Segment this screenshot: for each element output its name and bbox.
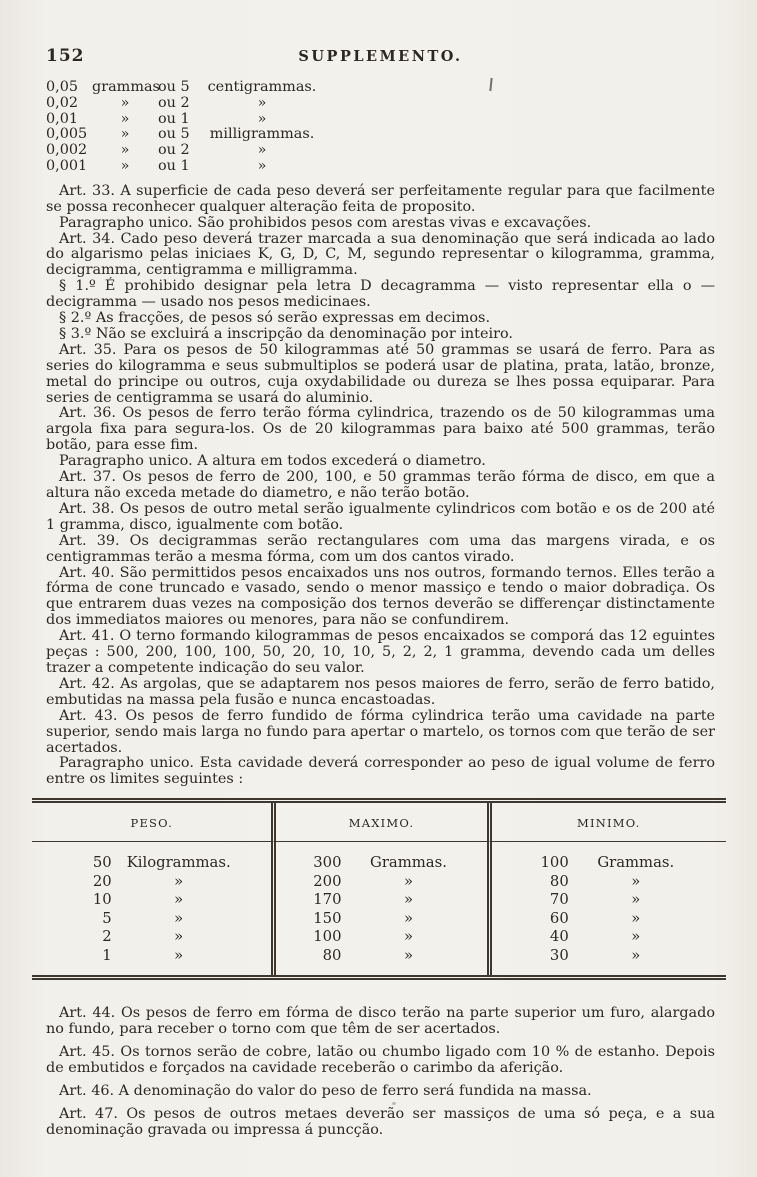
table-row [32, 891, 726, 910]
table-cell [487, 873, 726, 892]
table-cell [32, 910, 271, 929]
article-paragraph: Paragrapho unico. A altura em todos excederá o diametro. [59, 453, 486, 470]
cell-unit: » [403, 909, 414, 927]
cell-unit: » [174, 891, 184, 909]
gram-value: 0,002 [46, 142, 88, 159]
equivalence-connector: ou 1 [158, 157, 190, 174]
cell-unit: » [174, 928, 184, 946]
article-paragraph: Art. 37. Os pesos de ferro de 200, 100, e 50 grammas terão fórma de disco, em que a altura não exceda metade do diametro, e não terão botão. [46, 469, 715, 501]
article-paragraph: Art. 40. São permittidos pesos encaixados uns nos outros, formando ternos. Elles terão a fórma de cone truncado e vasado, sendo o menor massiço e tendo o maior dobradiça. Os que entrarem duas vezes na composição dos ternos deverão se differençar distinctamente dos immediatos maiores ou menores, para não se confundirem. [46, 564, 715, 629]
table-cell [32, 947, 271, 976]
gram-unit: » [120, 126, 130, 143]
table-cell [487, 891, 726, 910]
table-cell [487, 842, 726, 873]
equivalence-row [46, 127, 715, 143]
table-cell [271, 947, 486, 976]
cell-number: 80 [549, 872, 569, 890]
cell-unit: Kilogrammas. [126, 854, 231, 872]
article-paragraph: Art. 43. Os pesos de ferro fundido de fórma cylindrica terão uma cavidade na parte superior, sendo mais larga no fundo para apertar o martelo, os tornos com que terão de ser acertados. [46, 707, 715, 756]
gram-unit: » [120, 157, 130, 174]
cell-number: 30 [549, 946, 569, 964]
equivalence-row [46, 96, 715, 112]
equivalence-row [46, 159, 715, 175]
article-paragraph: Art. 41. O terno formando kilogrammas de pesos encaixados se comporá das 12 eguintes peças : 500, 200, 100, 100, 50, 20, 10, 10, 5, 2, 2, 1 gramma, devendo cada um delles trazer a competente indicação do seu valor. [46, 628, 715, 676]
equivalence-row [46, 143, 715, 159]
page-header [46, 46, 715, 68]
articles-before-table [46, 184, 715, 788]
cell-unit: » [631, 928, 641, 946]
equivalence-connector: ou 2 [158, 142, 190, 159]
table-cell [487, 928, 726, 947]
gram-unit: grammas [92, 79, 160, 95]
article-paragraph: Art. 39. Os decigrammas serão rectangulares com uma das margens virada, e os centigrammas terão a mesma fórma, com um dos cantos virado. [46, 532, 715, 565]
equivalent-unit: milligrammas. [209, 126, 315, 143]
cell-unit: » [403, 891, 414, 909]
equivalent-unit: » [257, 157, 267, 174]
table-row [32, 947, 726, 976]
article-paragraph: § 2.º As fracções, de pesos só serão expressas em decimos. [59, 310, 491, 327]
gram-value: 0,02 [46, 94, 79, 111]
article-paragraph: Art. 42. As argolas, que se adaptarem nos pesos maiores de ferro, serão de ferro batido, embutidas na massa pela fusão e nunca encastoadas. [46, 675, 715, 708]
cell-unit: » [631, 891, 641, 909]
equivalence-connector: ou 2 [158, 94, 190, 111]
equivalence-connector: ou 1 [158, 110, 190, 127]
cell-unit: » [631, 946, 641, 964]
cell-number: 100 [313, 928, 342, 946]
article-paragraph: Art. 33. A superficie de cada peso deverá ser perfeitamente regular para que facilmente se possa reconhecer qualquer alteração feita de proposito. [46, 182, 715, 215]
weights-tolerance-table [32, 798, 726, 980]
table-cell [32, 928, 271, 947]
gram-unit: » [120, 142, 130, 159]
cell-number: 300 [313, 854, 342, 872]
article-paragraph: § 3.º Não se excluirá a inscripção da denominação por inteiro. [59, 325, 513, 342]
page-title: SUPPLEMENTO. [298, 48, 463, 65]
gram-value: 0,05 [46, 79, 79, 95]
cell-number: 170 [313, 891, 342, 909]
cell-number: 70 [549, 891, 569, 909]
gram-unit: » [120, 94, 130, 111]
weight-equivalents-list [46, 80, 715, 175]
article-paragraph: Art. 44. Os pesos de ferro em fórma de disco terão na parte superior um furo, alargado no fundo, para receber o torno com que têm de ser acertados. [46, 1005, 715, 1038]
equivalent-unit: » [257, 110, 267, 127]
gram-value: 0,001 [46, 157, 88, 174]
cell-number: 50 [92, 854, 112, 872]
equivalent-unit: centigrammas. [207, 79, 317, 95]
articles-after-table [46, 1006, 715, 1138]
equivalent-unit: » [257, 142, 267, 159]
cell-unit: Grammas. [597, 854, 675, 872]
cell-number: 40 [549, 928, 569, 946]
table-row [32, 873, 726, 892]
table-cell [32, 842, 271, 873]
cell-number: 60 [549, 909, 569, 927]
cell-unit: » [174, 909, 184, 927]
table-header-row [32, 803, 726, 842]
equivalence-connector: ou 5 [158, 79, 190, 95]
cell-number: 2 [102, 928, 112, 946]
table-cell [32, 891, 271, 910]
article-paragraph: § 1.º É prohibido designar pela letra D decagramma — visto representar ella o — decigramma — usado nos pesos medicinaes. [46, 278, 715, 311]
cell-number: 1 [102, 946, 112, 964]
equivalence-row [46, 112, 715, 128]
table-cell [487, 947, 726, 976]
table-row [32, 910, 726, 929]
article-paragraph: Art. 45. Os tornos serão de cobre, latão ou chumbo ligado com 10 % de estanho. Depois de embutidos e forçados na cavidade receberão o carimbo da aferição. [46, 1044, 715, 1076]
table-row [32, 928, 726, 947]
table-cell [271, 873, 486, 892]
table-cell [487, 910, 726, 929]
cell-unit: » [403, 872, 414, 890]
table-column-header-peso: PESO. [32, 803, 271, 842]
article-paragraph: Art. 38. Os pesos de outro metal serão igualmente cylindricos com botão e os de 200 até 1 gramma, disco, igualmente com botão. [46, 500, 715, 533]
cell-unit: » [174, 946, 184, 964]
cell-unit: » [403, 928, 414, 946]
page-number: 152 [46, 46, 85, 66]
table-row [32, 842, 726, 873]
gram-value: 0,01 [46, 110, 79, 127]
cell-number: 20 [92, 872, 112, 890]
article-paragraph: Art. 34. Cado peso deverá trazer marcada a sua denominação que será indicada ao lado do algarismo pelas iniciaes K, G, D, C, M, segundo representar o kilogramma, gramma, decigramma, centigramma e milligramma. [46, 230, 715, 279]
table-cell [271, 910, 486, 929]
article-paragraph: Art. 36. Os pesos de ferro terão fórma cylindrica, trazendo os de 50 kilogrammas uma argola fixa para segura-los. Os de 20 kilogrammas para baixo até 500 grammas, terão botão, para esse fim. [46, 405, 715, 454]
equivalence-row [46, 80, 715, 96]
table-column-header-maximo: MAXIMO. [271, 803, 486, 842]
cell-unit: » [631, 872, 641, 890]
cell-unit: » [403, 946, 414, 964]
cell-unit: » [174, 872, 184, 890]
gram-value: 0,005 [46, 126, 88, 143]
table-cell [271, 842, 486, 873]
cell-number: 80 [322, 946, 342, 964]
article-paragraph: Paragrapho unico. São prohibidos pesos com arestas vivas e excavações. [59, 214, 592, 231]
equivalence-connector: ou 5 [158, 126, 190, 143]
cell-number: 200 [313, 872, 342, 890]
cell-unit: Grammas. [370, 854, 447, 872]
gram-unit: » [120, 110, 130, 127]
equivalent-unit: » [257, 94, 267, 111]
table-cell [271, 928, 486, 947]
article-paragraph: Art. 47. Os pesos de outros metaes deverão ser massiços de uma só peça, e a sua denominação gravada ou impressa á puncção. [46, 1105, 715, 1138]
scan-artifact [392, 1102, 396, 1105]
cell-number: 10 [92, 891, 112, 909]
article-paragraph: Paragrapho unico. Esta cavidade deverá corresponder ao peso de igual volume de ferro entre os limites seguintes : [46, 755, 715, 788]
cell-number: 5 [102, 909, 112, 927]
cell-unit: » [631, 909, 641, 927]
table-column-header-minimo: MINIMO. [487, 803, 726, 842]
cell-number: 150 [313, 909, 342, 927]
article-paragraph: Art. 35. Para os pesos de 50 kilogrammas até 50 grammas se usará de ferro. Para as series do kilogramma e seus submultiplos se poderá usar de platina, prata, latão, bronze, metal do principe ou outros, cuja oxydabilidade ou dureza se lhes possa equiparar. Para series de centigramma se usará do aluminio. [46, 341, 715, 406]
cell-number: 100 [540, 854, 569, 872]
table-cell [32, 873, 271, 892]
table-cell [271, 891, 486, 910]
article-paragraph: Art. 46. A denominação do valor do peso de ferro será fundida na massa. [59, 1082, 592, 1099]
